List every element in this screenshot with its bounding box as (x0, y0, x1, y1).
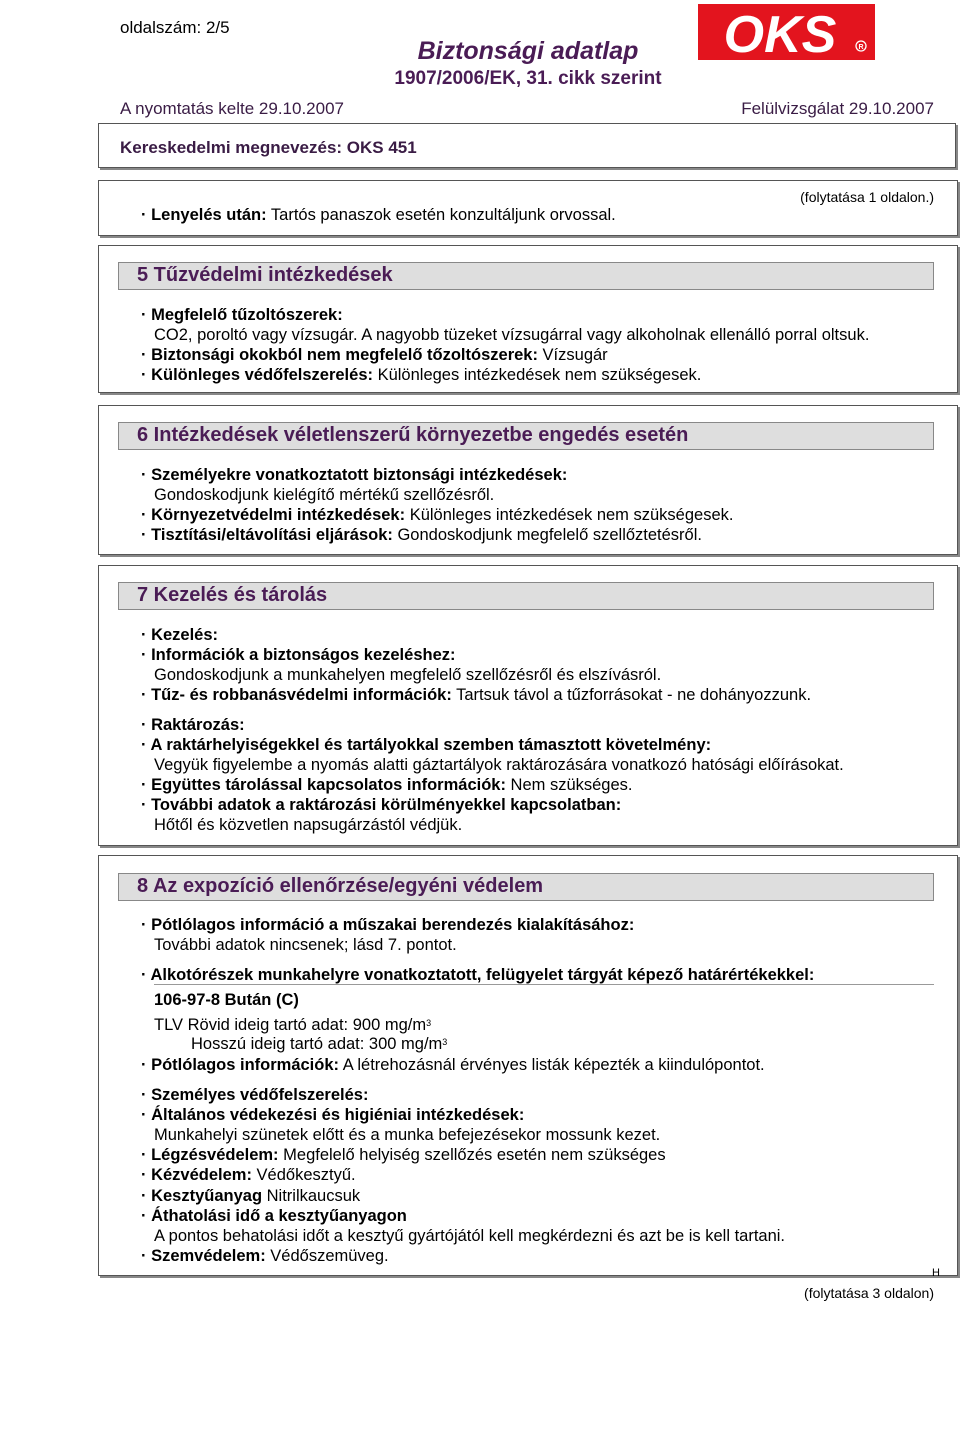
s8-line (154, 1226, 785, 1246)
s8-label: · Kesztyűanyag (141, 1187, 263, 1205)
s8-text: Hosszú ideig tartó adat: 300 mg/m (191, 1035, 443, 1053)
s6-label: · Tisztítási/eltávolítási eljárások: (141, 526, 393, 544)
s6-text: Gondoskodjunk megfelelő szellőztetésről. (392, 526, 702, 544)
s5-text: CO2, poroltó vagy vízsugár. A nagyobb tüzeket vízsugárral vagy alkoholnak ellenálló porral oltsuk. (154, 326, 870, 344)
s5-label: · Különleges védőfelszerelés: (141, 366, 373, 384)
oks-logo (698, 4, 875, 60)
s8-line (141, 915, 634, 935)
trade-name: Kereskedelmi megnevezés: OKS 451 (120, 138, 417, 157)
s7-label: · Tűz- és robbanásvédelmi információk: (141, 686, 452, 704)
continuation-from: (folytatása 1 oldalon.) (800, 189, 934, 205)
s8-line (141, 1145, 666, 1165)
s7-label: · Kezelés: (141, 626, 219, 644)
s5-line (141, 345, 608, 365)
s5-line (141, 365, 701, 385)
s7-line (154, 665, 661, 685)
s5-line (141, 305, 343, 325)
s7-line (141, 775, 633, 795)
s8-line (141, 1055, 765, 1075)
s5-text: Vízsugár (537, 346, 608, 364)
s8-line (141, 1206, 407, 1226)
s8-label: · Személyes védőfelszerelés: (141, 1086, 369, 1104)
s8-label: · Alkotórészek munkahelyre vonatkoztatott, felügyelet tárgyát képező határértékekkel: (141, 966, 815, 984)
document-subtitle: 1907/2006/EK, 31. cikk szerint (394, 68, 662, 89)
s8-text: TLV Rövid ideig tartó adat: 900 mg/m (154, 1016, 427, 1034)
s6-line (141, 465, 567, 485)
superscript: 3 (426, 1018, 432, 1028)
s7-label: · További adatok a raktározási körülményekkel kapcsolatban: (141, 796, 622, 814)
s8-text: Megfelelő helyiség szellőzés esetén nem szükséges (278, 1146, 666, 1164)
s7-line (154, 755, 844, 775)
corner-mark: H (932, 1267, 940, 1279)
section6-header (118, 422, 934, 450)
s8-line (154, 1015, 431, 1035)
s8-label: · Kézvédelem: (141, 1166, 252, 1184)
s7-line (141, 685, 811, 705)
s7-line (141, 715, 245, 735)
s6-label: · Környezetvédelmi intézkedések: (141, 506, 406, 524)
s8-line (141, 1165, 356, 1185)
s8-label: · Áthatolási idő a kesztyűanyagon (141, 1207, 407, 1225)
s8-text: A létrehozásnál érvényes listák képezték a kiindulópontot. (339, 1056, 765, 1074)
s8-line (191, 1034, 447, 1054)
s7-line (141, 625, 218, 645)
table-rule (154, 984, 934, 985)
ingestion-line (141, 205, 616, 225)
s5-text: Különleges intézkedések nem szükségesek. (373, 366, 702, 384)
ingestion-label: · Lenyelés után: (141, 206, 267, 224)
s8-line (141, 965, 814, 985)
s7-label: · Információk a biztonságos kezeléshez: (141, 646, 456, 664)
s8-line (154, 1125, 660, 1145)
document-title: Biztonsági adatlap (417, 37, 639, 65)
s6-text: Gondoskodjunk kielégítő mértékű szellőzésről. (154, 486, 495, 504)
s8-text: Nitrilkaucsuk (262, 1187, 361, 1205)
s7-line (141, 795, 621, 815)
s7-label: · Együttes tárolással kapcsolatos információk: (141, 776, 506, 794)
s7-text: Hőtől és közvetlen napsugárzástól védjük. (154, 816, 463, 834)
s8-line (141, 1186, 360, 1206)
s8-line (141, 1085, 368, 1105)
s6-text: Különleges intézkedések nem szükségesek. (405, 506, 734, 524)
section8-header (118, 873, 934, 901)
s7-label: · Raktározás: (141, 716, 245, 734)
s8-label: 106-97-8 Bután (C) (154, 991, 299, 1009)
revision-date: Felülvizsgálat 29.10.2007 (741, 99, 934, 118)
s7-text: Tartsuk távol a tűzforrásokat - ne dohányozzunk. (451, 686, 812, 704)
logo-text: OKS (723, 6, 837, 60)
s8-line (154, 935, 457, 955)
s6-line (141, 505, 733, 525)
s6-label: · Személyekre vonatkoztatott biztonsági intézkedések: (141, 466, 568, 484)
s7-line (154, 815, 462, 835)
s5-label: · Biztonsági okokból nem megfelelő tőzoltószerek: (141, 346, 538, 364)
section7-title: 7 Kezelés és tárolás (137, 584, 328, 606)
page-number: oldalszám: 2/5 (120, 18, 230, 37)
s7-text: Gondoskodjunk a munkahelyen megfelelő szellőzésről és elszívásról. (154, 666, 662, 684)
s8-label: · Általános védekezési és higiéniai intézkedések: (141, 1106, 525, 1124)
s8-text: Védőkesztyű. (251, 1166, 356, 1184)
s8-text: Védőszemüveg. (265, 1247, 389, 1265)
s8-line (141, 1105, 524, 1125)
s8-line (141, 1246, 389, 1266)
svg-text:R: R (858, 44, 864, 51)
section7-header (118, 582, 934, 610)
ingestion-text: Tartós panaszok esetén konzultáljunk orvossal. (266, 206, 616, 224)
s5-line (154, 325, 869, 345)
s8-text: Munkahelyi szünetek előtt és a munka befejezésekor mossunk kezet. (154, 1126, 661, 1144)
section8-title: 8 Az expozíció ellenőrzése/egyéni védelem (137, 875, 544, 897)
section5-header (118, 262, 934, 290)
s7-line (141, 645, 456, 665)
s7-line (141, 735, 711, 755)
s8-label: · Szemvédelem: (141, 1247, 266, 1265)
print-date: A nyomtatás kelte 29.10.2007 (120, 99, 344, 118)
s8-text: További adatok nincsenek; lásd 7. pontot. (154, 936, 457, 954)
continuation-to: (folytatása 3 oldalon) (804, 1285, 934, 1301)
s8-text: A pontos behatolási időt a kesztyű gyártójától kell megkérdezni és azt be is kell tartani. (154, 1227, 786, 1245)
s8-label: · Pótlólagos információ a műszakai berendezés kialakításához: (141, 916, 635, 934)
s7-text: Nem szükséges. (505, 776, 633, 794)
s7-label: · A raktárhelyiségekkel és tartályokkal szemben támasztott követelmény: (141, 736, 712, 754)
section5-title: 5 Tűzvédelmi intézkedések (137, 264, 393, 286)
s6-line (141, 525, 702, 545)
superscript: 3 (442, 1037, 448, 1047)
s8-label: · Légzésvédelem: (141, 1146, 279, 1164)
s8-line (154, 990, 299, 1010)
section6-title: 6 Intézkedések véletlenszerű környezetbe engedés esetén (137, 424, 689, 446)
s8-label: · Pótlólagos információk: (141, 1056, 340, 1074)
s6-line (154, 485, 494, 505)
s5-label: · Megfelelő tűzoltószerek: (141, 306, 343, 324)
s7-text: Vegyük figyelembe a nyomás alatti gáztartályok raktározására vonatkozó hatósági előírásokat. (154, 756, 844, 774)
